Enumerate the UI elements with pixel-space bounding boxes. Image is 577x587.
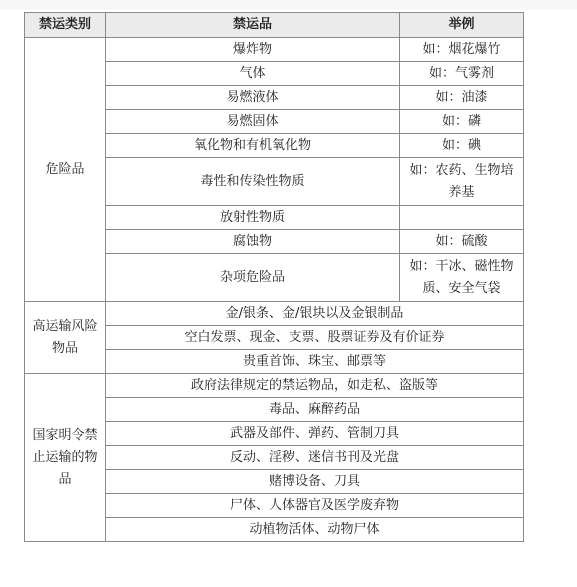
item-cell: 易燃固体 <box>106 110 400 134</box>
table-row <box>25 38 524 62</box>
header-row <box>25 13 524 38</box>
item-cell: 贵重首饰、珠宝、邮票等 <box>106 350 524 374</box>
example-cell: 如：气雾剂 <box>400 62 524 86</box>
item-cell: 反动、淫秽、迷信书刊及光盘 <box>106 446 524 470</box>
item-cell: 武器及部件、弹药、管制刀具 <box>106 422 524 446</box>
item-cell: 氧化物和有机氧化物 <box>106 134 400 158</box>
item-cell: 空白发票、现金、支票、股票证券及有价证券 <box>106 326 524 350</box>
header-example: 举例 <box>400 13 524 38</box>
example-cell <box>400 206 524 230</box>
category-cell: 国家明令禁止运输的物品 <box>25 374 106 542</box>
prohibited-items-table <box>24 12 524 542</box>
example-cell: 如：磷 <box>400 110 524 134</box>
example-cell: 如：农药、生物培养基 <box>400 158 524 206</box>
item-cell: 易燃液体 <box>106 86 400 110</box>
top-band <box>0 0 577 10</box>
item-cell: 政府法律规定的禁运物品，如走私、盗版等 <box>106 374 524 398</box>
item-cell: 杂项危险品 <box>106 254 400 302</box>
table-row <box>25 374 524 398</box>
table-row <box>25 302 524 326</box>
item-cell: 毒性和传染性物质 <box>106 158 400 206</box>
item-cell: 放射性物质 <box>106 206 400 230</box>
item-cell: 气体 <box>106 62 400 86</box>
example-cell: 如：硫酸 <box>400 230 524 254</box>
item-cell: 赌博设备、刀具 <box>106 470 524 494</box>
example-cell: 如：烟花爆竹 <box>400 38 524 62</box>
table-wrapper <box>24 12 524 542</box>
item-cell: 爆炸物 <box>106 38 400 62</box>
item-cell: 尸体、人体器官及医学废弃物 <box>106 494 524 518</box>
item-cell: 毒品、麻醉药品 <box>106 398 524 422</box>
example-cell: 如：油漆 <box>400 86 524 110</box>
header-item: 禁运品 <box>106 13 400 38</box>
category-cell: 危险品 <box>25 38 106 302</box>
item-cell: 动植物活体、动物尸体 <box>106 518 524 542</box>
item-cell: 腐蚀物 <box>106 230 400 254</box>
example-cell: 如：碘 <box>400 134 524 158</box>
item-cell: 金/银条、金/银块以及金银制品 <box>106 302 524 326</box>
category-cell: 高运输风险物品 <box>25 302 106 374</box>
header-category: 禁运类别 <box>25 13 106 38</box>
example-cell: 如：干冰、磁性物质、安全气袋 <box>400 254 524 302</box>
